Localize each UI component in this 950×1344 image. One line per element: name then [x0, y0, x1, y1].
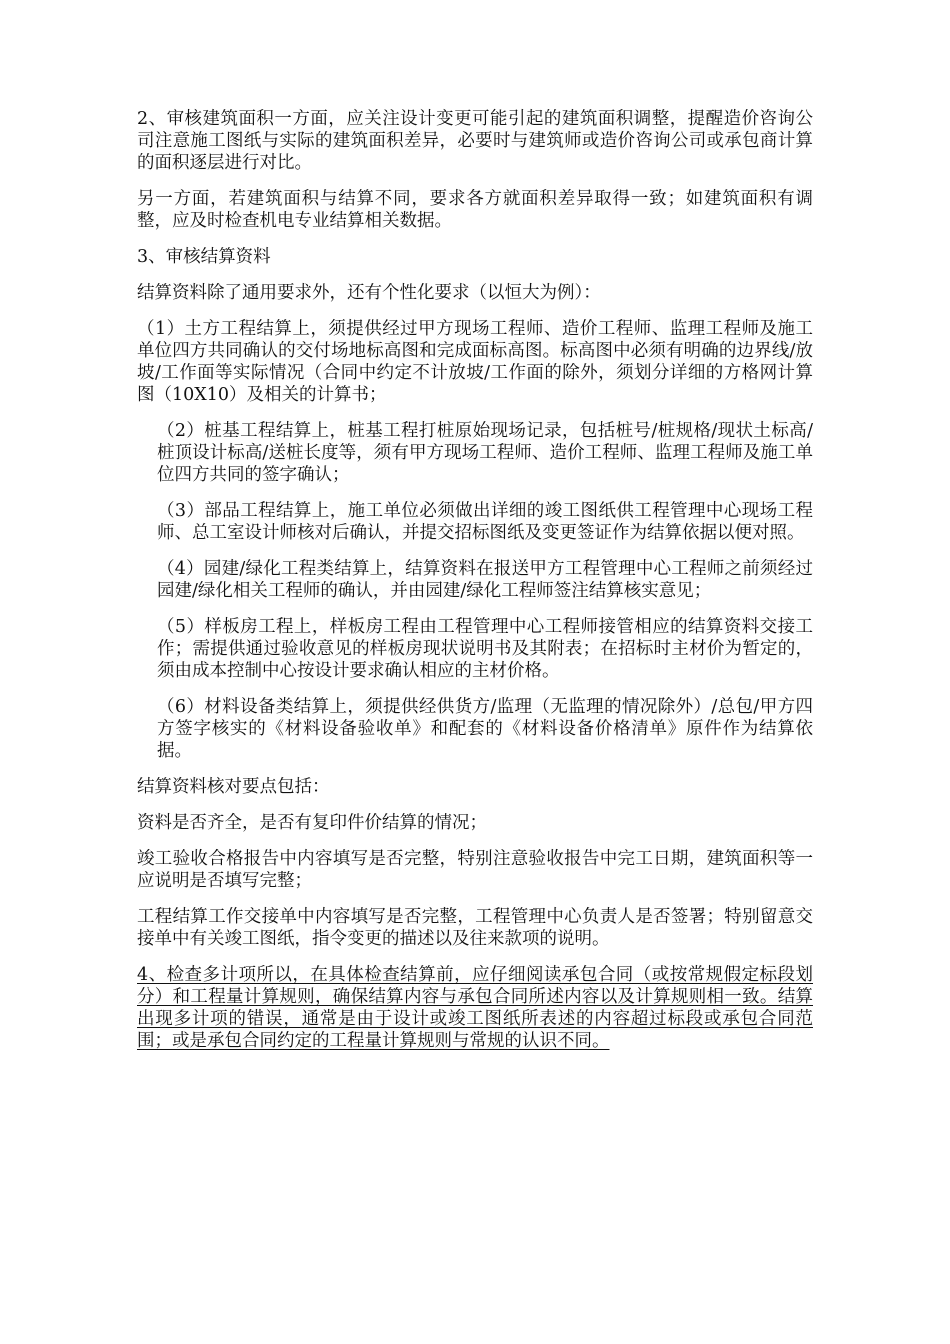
paragraph-item-1: （1）土方工程结算上，须提供经过甲方现场工程师、造价工程师、监理工程师及施工单位四方共同确认的交付场地标高图和完成面标高图。标高图中必须有明确的边界线/放坡/工作面等实际情况（合同中约定不计放坡/工作面的除外，须划分详细的方格网计算图（10X10）及相关的计算书； — [137, 319, 813, 405]
paragraph-item-6: （6）材料设备类结算上，须提供经供货方/监理（无监理的情况除外）/总包/甲方四方签字核实的《材料设备验收单》和配套的《材料设备价格清单》原件作为结算依据。 — [157, 697, 813, 761]
paragraph-checkpoint-handover-form: 工程结算工作交接单中内容填写是否完整，工程管理中心负责人是否签署；特别留意交接单中有关竣工图纸，指令变更的描述以及往来款项的说明。 — [137, 907, 813, 949]
paragraph-item-3: （3）部品工程结算上，施工单位必须做出详细的竣工图纸供工程管理中心现场工程师、总工室设计师核对后确认，并提交招标图纸及变更签证作为结算依据以便对照。 — [157, 501, 813, 543]
paragraph-area-adjustment: 另一方面，若建筑面积与结算不同，要求各方就面积差异取得一致；如建筑面积有调整，应及时检查机电专业结算相关数据。 — [137, 189, 813, 231]
paragraph-section-3-heading: 3、审核结算资料 — [137, 247, 271, 267]
paragraph-checkpoint-completeness: 资料是否齐全，是否有复印件价结算的情况； — [137, 813, 487, 833]
document-body — [137, 108, 813, 1066]
paragraph-item-4: （4）园建/绿化工程类结算上，结算资料在报送甲方工程管理中心工程师之前须经过园建/绿化相关工程师的确认，并由园建/绿化工程师签注结算核实意见； — [157, 559, 813, 601]
paragraph-checkpoints-intro: 结算资料核对要点包括： — [137, 777, 330, 797]
paragraph-item-5: （5）样板房工程上，样板房工程由工程管理中心工程师接管相应的结算资料交接工作；需提供通过验收意见的样板房现状说明书及其附表；在招标时主材价为暂定的，须由成本控制中心按设计要求确认相应的主材价格。 — [157, 617, 813, 681]
paragraph-section-4: 4、检查多计项所以，在具体检查结算前，应仔细阅读承包合同（或按常规假定标段划分）和工程量计算规则，确保结算内容与承包合同所述内容以及计算规则相一致。结算出现多计项的错误，通常是由于设计或竣工图纸所表述的内容超过标段或承包合同范围；或是承包合同约定的工程量计算规则与常规的认识不同。 — [137, 965, 813, 1051]
paragraph-item-2: （2）桩基工程结算上，桩基工程打桩原始现场记录，包括桩号/桩规格/现状土标高/桩顶设计标高/送桩长度等，须有甲方现场工程师、造价工程师、监理工程师及施工单位四方共同的签字确认； — [157, 421, 813, 485]
paragraph-checkpoint-acceptance-report: 竣工验收合格报告中内容填写是否完整，特别注意验收报告中完工日期，建筑面积等一应说明是否填写完整； — [137, 849, 813, 891]
paragraph-section-2: 2、审核建筑面积一方面，应关注设计变更可能引起的建筑面积调整，提醒造价咨询公司注意施工图纸与实际的建筑面积差异，必要时与建筑师或造价咨询公司或承包商计算的面积逐层进行对比。 — [137, 109, 813, 173]
paragraph-requirements-intro: 结算资料除了通用要求外，还有个性化要求（以恒大为例）： — [137, 283, 601, 303]
